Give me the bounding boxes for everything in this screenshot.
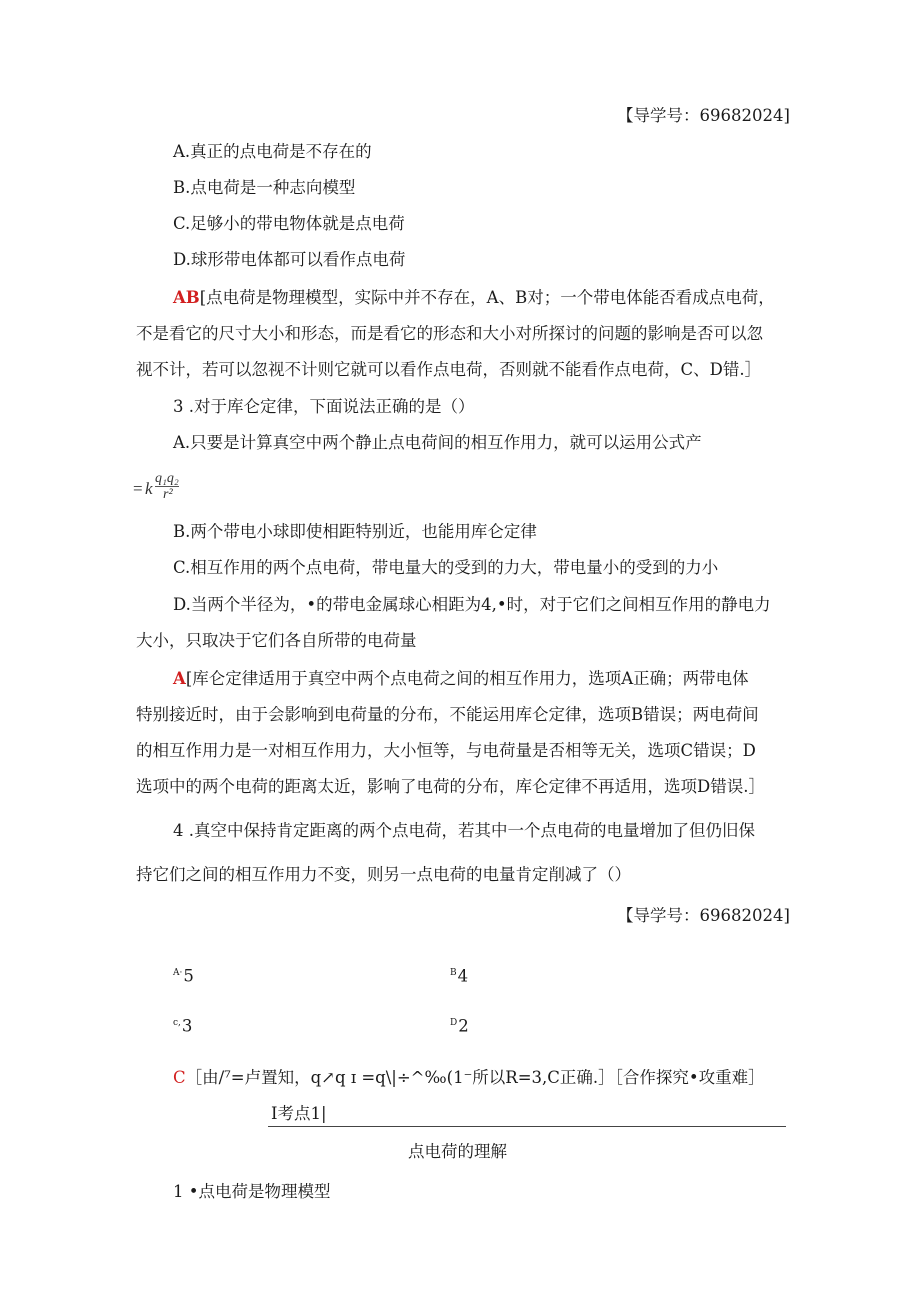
q2-option-b: B.点电荷是一种志向模型 <box>173 178 356 197</box>
q3-answer: A <box>173 669 186 688</box>
q3-option-b: B.两个带电小球即使相距特别近，也能用库仑定律 <box>173 522 537 541</box>
q4-option-b-value: 4 <box>457 966 469 986</box>
q3-option-d-line-1: D.当两个半径为，•的带电金属球心相距为4,•时，对于它们之间相互作用的静电力 <box>173 595 771 614</box>
q3-option-c: C.相互作用的两个点电荷，带电量大的受到的力大，带电量小的受到的力小 <box>173 558 719 577</box>
q4-option-a-value: 5 <box>183 966 194 986</box>
q3-explanation-line-3: 的相互作用力是一对相互作用力，大小恒等，与电荷量是否相等无关，选项C错误；D <box>136 741 756 760</box>
q3-explanation-line-2: 特别接近时，由于会影响到电荷量的分布，不能运用库仑定律，选项B错误；两电荷间 <box>136 705 759 724</box>
q3-explanation-text-1: [库仑定律适用于真空中两个点电荷之间的相互作用力，选项A正确；两带电体 <box>185 669 749 688</box>
q3-explanation-line-4: 选项中的两个电荷的距离太近，影响了电荷的分布，库仑定律不再适用，选项D错误.］ <box>136 777 765 796</box>
q4-explanation-text: ［由/⁷=卢置知，q↗q ɪ =q\|÷^‰(1⁻所以R=3,C正确.］［合作探究•攻重难］ <box>185 1068 765 1087</box>
q3-stem: 3 .对于库仑定律，下面说法正确的是（） <box>173 397 475 416</box>
formula-k: k <box>145 479 153 498</box>
section-title: 点电荷的理解 <box>408 1142 507 1161</box>
q2-option-a: A.真正的点电荷是不存在的 <box>173 142 372 161</box>
q4-option-d <box>450 1012 469 1038</box>
q4-reference-number: 【导学号：69682024] <box>617 906 790 925</box>
q4-stem-line-2: 持它们之间的相互作用力不变，则另一点电荷的电量肯定削减了（） <box>136 865 631 884</box>
formula-denominator: r² <box>163 487 173 502</box>
q4-option-c <box>173 1012 192 1038</box>
section-divider <box>268 1126 786 1127</box>
q4-stem-line-1: 4 .真空中保持肯定距离的两个点电荷，若其中一个点电荷的电量增加了但仍旧保 <box>173 821 755 840</box>
q3-option-d-line-2: 大小，只取决于它们各自所带的电荷量 <box>136 631 417 650</box>
formula-numerator: q₁q₂ <box>155 471 179 486</box>
q4-answer: C <box>173 1068 186 1087</box>
q2-explanation-text-1: [点电荷是物理模型，实际中并不存在，A、B对；一个带电体能否看成点电荷， <box>199 288 775 307</box>
q4-option-d-mark: D <box>450 1018 458 1028</box>
formula-equals: = <box>133 479 143 498</box>
q2-explanation-line-1 <box>173 287 775 309</box>
q4-option-b-mark: B <box>450 968 457 978</box>
q4-option-c-mark: c, <box>173 1018 181 1028</box>
q4-option-d-value: 2 <box>458 1016 469 1036</box>
document-reference-number: 【导学号：69682024] <box>617 106 790 125</box>
q3-explanation-line-1 <box>173 668 749 690</box>
q4-option-a-mark: A· <box>173 968 183 978</box>
q2-answer: AB <box>173 288 200 307</box>
q2-option-c: C.足够小的带电物体就是点电荷 <box>173 214 405 233</box>
point-1-heading: 1 •点电荷是物理模型 <box>173 1182 331 1201</box>
q2-explanation-line-3: 视不计，若可以忽视不计则它就可以看作点电荷，否则就不能看作点电荷，C、D错.］ <box>136 360 762 379</box>
q4-option-b <box>450 962 468 988</box>
q2-explanation-line-2: 不是看它的尺寸大小和形态，而是看它的形态和大小对所探讨的问题的影响是否可以忽 <box>136 324 763 343</box>
q3-option-a-line-1: A.只要是计算真空中两个静止点电荷间的相互作用力，就可以运用公式产 <box>173 433 702 452</box>
section-label: I考点1| <box>271 1104 327 1123</box>
q4-option-a <box>173 962 194 988</box>
q2-option-d: D.球形带电体都可以看作点电荷 <box>173 250 406 269</box>
q4-explanation <box>173 1067 765 1089</box>
q4-option-c-value: 3 <box>181 1016 193 1036</box>
